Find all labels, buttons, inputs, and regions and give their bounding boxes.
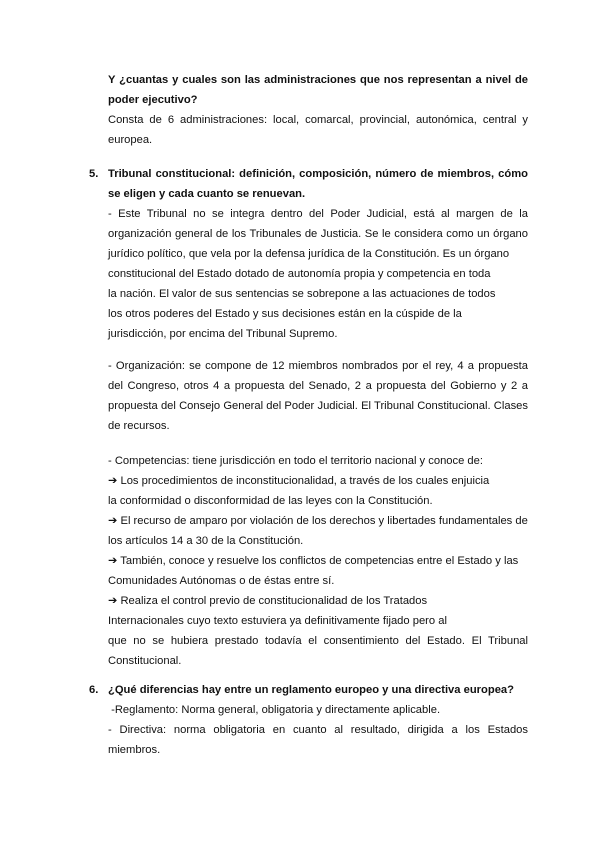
- section-6-number: 6.: [89, 684, 99, 696]
- section-5-definition: [108, 204, 528, 344]
- section-heading-line: ¿Qué diferencias hay entre un reglamento europeo y una directiva europea?: [108, 684, 514, 696]
- list-item-line: que no se hubiera prestado todavía el consentimiento del Estado. El Tribunal: [108, 635, 528, 647]
- section-6-answer: [108, 700, 528, 760]
- list-item-line: Internacionales cuyo texto estuviera ya definitivamente fijado pero al: [108, 615, 447, 627]
- intro-question: [108, 70, 528, 110]
- intro-question-line: poder ejecutivo?: [108, 94, 198, 106]
- paragraph-line: los otros poderes del Estado y sus decisiones están en la cúspide de la: [108, 308, 462, 320]
- paragraph-line: miembros.: [108, 744, 161, 756]
- list-item-line: la conformidad o disconformidad de las leyes con la Constitución.: [108, 495, 433, 507]
- paragraph-line: - Este Tribunal no se integra dentro del Poder Judicial, está al margen de la: [108, 208, 528, 220]
- list-item-line: ➔ También, conoce y resuelve los conflictos de competencias entre el Estado y las: [108, 555, 519, 567]
- paragraph-line: - Organización: se compone de 12 miembros nombrados por el rey, 4 a propuesta: [108, 360, 528, 372]
- paragraph-line: -Reglamento: Norma general, obligatoria y directamente aplicable.: [108, 704, 441, 716]
- section-5-competences: [108, 451, 528, 671]
- intro-answer: [108, 110, 528, 150]
- paragraph-line: jurisdicción, por encima del Tribunal Supremo.: [108, 328, 338, 340]
- section-5-number: 5.: [89, 168, 99, 180]
- paragraph-line: - Directiva: norma obligatoria en cuanto al resultado, dirigida a los Estados: [108, 724, 528, 736]
- section-5-organization: [108, 356, 528, 436]
- paragraph-line: organización general de los Tribunales de Justicia. Se le considera como un órgano: [108, 228, 528, 240]
- paragraph-line: jurídico político, que vela por la defensa jurídica de la Constitución. Es un órgano: [108, 248, 510, 260]
- paragraph-line: propuesta del Consejo General del Poder Judicial. El Tribunal Constitucional. Clases: [108, 400, 528, 412]
- paragraph-line: - Competencias: tiene jurisdicción en todo el territorio nacional y conoce de:: [108, 455, 483, 467]
- list-item-line: los artículos 14 a 30 de la Constitución.: [108, 535, 304, 547]
- section-5-heading: [108, 164, 528, 204]
- list-item-line: Constitucional.: [108, 655, 182, 667]
- paragraph-line: del Congreso, otros 4 a propuesta del Senado, 2 a propuesta del Gobierno y 2 a: [108, 380, 528, 392]
- intro-question-line: Y ¿cuantas y cuales son las administraciones que nos representan a nivel de: [108, 74, 528, 86]
- intro-answer-line: Consta de 6 administraciones: local, comarcal, provincial, autonómica, central y: [108, 114, 528, 126]
- list-item-line: ➔ El recurso de amparo por violación de los derechos y libertades fundamentales de: [108, 515, 528, 527]
- section-heading-line: Tribunal constitucional: definición, composición, número de miembros, cómo: [108, 168, 528, 180]
- paragraph-line: la nación. El valor de sus sentencias se sobrepone a las actuaciones de todos: [108, 288, 496, 300]
- paragraph-line: de recursos.: [108, 420, 170, 432]
- list-item-line: ➔ Realiza el control previo de constitucionalidad de los Tratados: [108, 595, 428, 607]
- list-item-line: ➔ Los procedimientos de inconstitucionalidad, a través de los cuales enjuicia: [108, 475, 490, 487]
- section-heading-line: se eligen y cada cuanto se renuevan.: [108, 188, 306, 200]
- paragraph-line: constitucional del Estado dotado de autonomía propia y competencia en toda: [108, 268, 491, 280]
- intro-answer-line: europea.: [108, 134, 153, 146]
- list-item-line: Comunidades Autónomas o de éstas entre sí.: [108, 575, 335, 587]
- section-6-heading: [108, 680, 528, 700]
